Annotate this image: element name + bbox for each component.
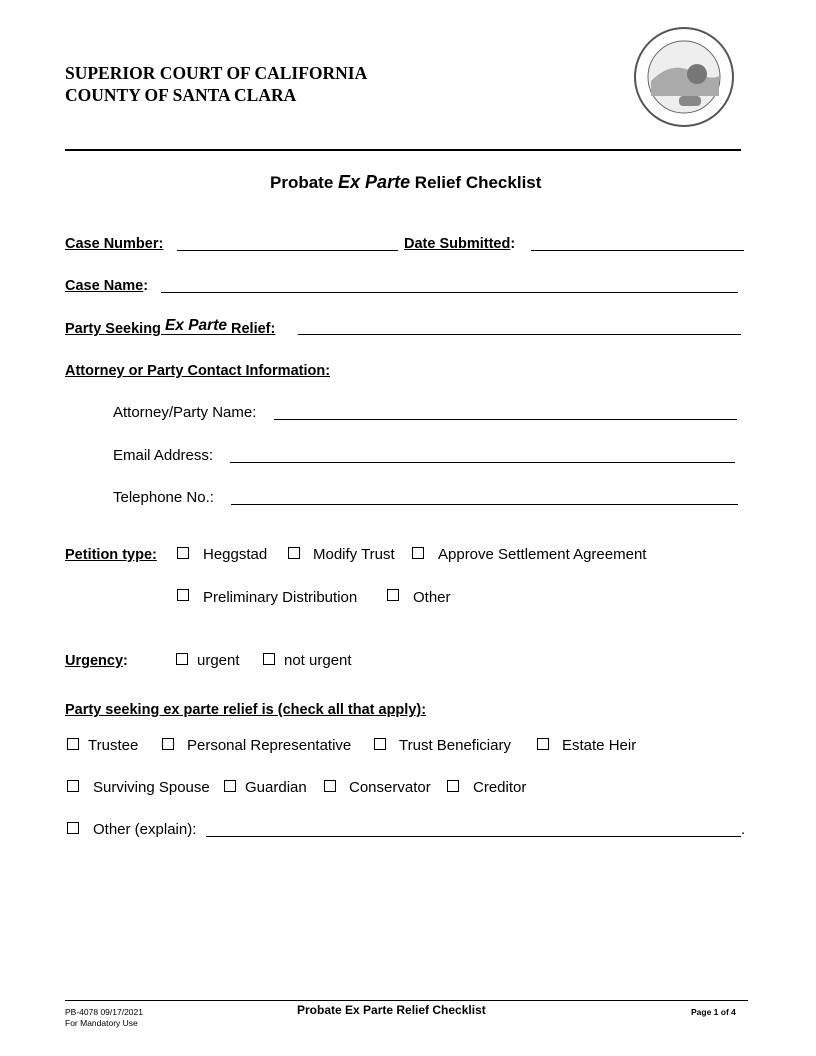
case-name-label: Case Name: [65, 278, 144, 294]
guardian-checkbox[interactable]: [224, 780, 236, 792]
case-number-field[interactable]: [177, 250, 398, 251]
party-other-explain-field[interactable]: [206, 836, 741, 837]
not-urgent-checkbox[interactable]: [263, 653, 275, 665]
not-urgent-label: not urgent: [284, 652, 352, 669]
california-seal: [631, 26, 737, 128]
footer-title: Probate Ex Parte Relief Checklist: [297, 1003, 486, 1017]
mandatory-use: For Mandatory Use: [65, 1018, 138, 1028]
surviving-spouse-label: Surviving Spouse: [93, 779, 210, 796]
court-name: SUPERIOR COURT OF CALIFORNIA: [65, 63, 368, 83]
trust-beneficiary-label: Trust Beneficiary: [399, 737, 511, 754]
trust-beneficiary-checkbox[interactable]: [374, 738, 386, 750]
preliminary-distribution-checkbox[interactable]: [177, 589, 189, 601]
estate-heir-checkbox[interactable]: [537, 738, 549, 750]
urgent-label: urgent: [197, 652, 240, 669]
page-number: Page 1 of 4: [691, 1007, 736, 1017]
form-id: PB-4078 09/17/2021: [65, 1007, 143, 1017]
document-page: SUPERIOR COURT OF CALIFORNIA COUNTY OF SANTA CLARA Probate Ex Parte Relief Checklist Case Number: Date Submitted: Case Name: Party Seeking Ex Parte Relief: Attorney or Party Contact Information: Attorney/Party Name: Email Address: Telephone No.: Petition type: Heggstad Modify Trust Approve Settlement Agreement Preliminary Distribution Other Urgency: urgent not urgent Party seeking ex parte relief is (check all that apply): Trustee Personal Representative Trust Beneficiary Estate Heir Surviving Spouse Guardian Conservator Creditor Other (explain): . PB-4078 09/17/2021 For Mandatory Use Probate Ex Parte Relief Checklist Page 1 of 4: [0, 0, 816, 1056]
guardian-label: Guardian: [245, 779, 307, 796]
party-role-heading: Party seeking ex parte relief is (check all that apply):: [65, 702, 427, 718]
header-divider: [65, 149, 741, 151]
attorney-name-field[interactable]: [274, 419, 737, 420]
conservator-checkbox[interactable]: [324, 780, 336, 792]
trustee-checkbox[interactable]: [67, 738, 79, 750]
modify-trust-label: Modify Trust: [313, 546, 395, 563]
case-number-label: Case Number:: [65, 236, 164, 252]
contact-info-heading: Attorney or Party Contact Information:: [65, 363, 331, 379]
urgent-checkbox[interactable]: [176, 653, 188, 665]
email-field[interactable]: [230, 462, 735, 463]
email-label: Email Address:: [113, 447, 214, 464]
estate-heir-label: Estate Heir: [562, 737, 637, 754]
telephone-field[interactable]: [231, 504, 738, 505]
petition-type-label: Petition type:: [65, 547, 157, 563]
petition-other-label: Other: [413, 589, 451, 606]
footer-divider: [65, 1000, 748, 1001]
preliminary-distribution-label: Preliminary Distribution: [203, 589, 358, 606]
trustee-label: Trustee: [88, 737, 139, 754]
date-submitted-field[interactable]: [531, 250, 744, 251]
modify-trust-checkbox[interactable]: [288, 547, 300, 559]
party-seeking-label: Party Seeking Ex Parte Relief:: [65, 317, 276, 337]
creditor-label: Creditor: [473, 779, 527, 796]
petition-other-checkbox[interactable]: [387, 589, 399, 601]
conservator-label: Conservator: [349, 779, 431, 796]
attorney-name-label: Attorney/Party Name:: [113, 404, 257, 421]
heggstad-label: Heggstad: [203, 546, 268, 563]
telephone-label: Telephone No.:: [113, 489, 214, 506]
personal-representative-label: Personal Representative: [187, 737, 352, 754]
heggstad-checkbox[interactable]: [177, 547, 189, 559]
case-name-field[interactable]: [161, 292, 738, 293]
personal-representative-checkbox[interactable]: [162, 738, 174, 750]
creditor-checkbox[interactable]: [447, 780, 459, 792]
county-name: COUNTY OF SANTA CLARA: [65, 85, 297, 105]
party-other-checkbox[interactable]: [67, 822, 79, 834]
party-other-label: Other (explain):: [93, 821, 197, 838]
page-title: Probate Ex Parte Relief Checklist: [270, 172, 542, 192]
party-seeking-field[interactable]: [298, 334, 741, 335]
approve-settlement-checkbox[interactable]: [412, 547, 424, 559]
date-submitted-label: Date Submitted: [404, 236, 511, 252]
surviving-spouse-checkbox[interactable]: [67, 780, 79, 792]
approve-settlement-label: Approve Settlement Agreement: [438, 546, 647, 563]
urgency-label: Urgency: [65, 653, 124, 669]
